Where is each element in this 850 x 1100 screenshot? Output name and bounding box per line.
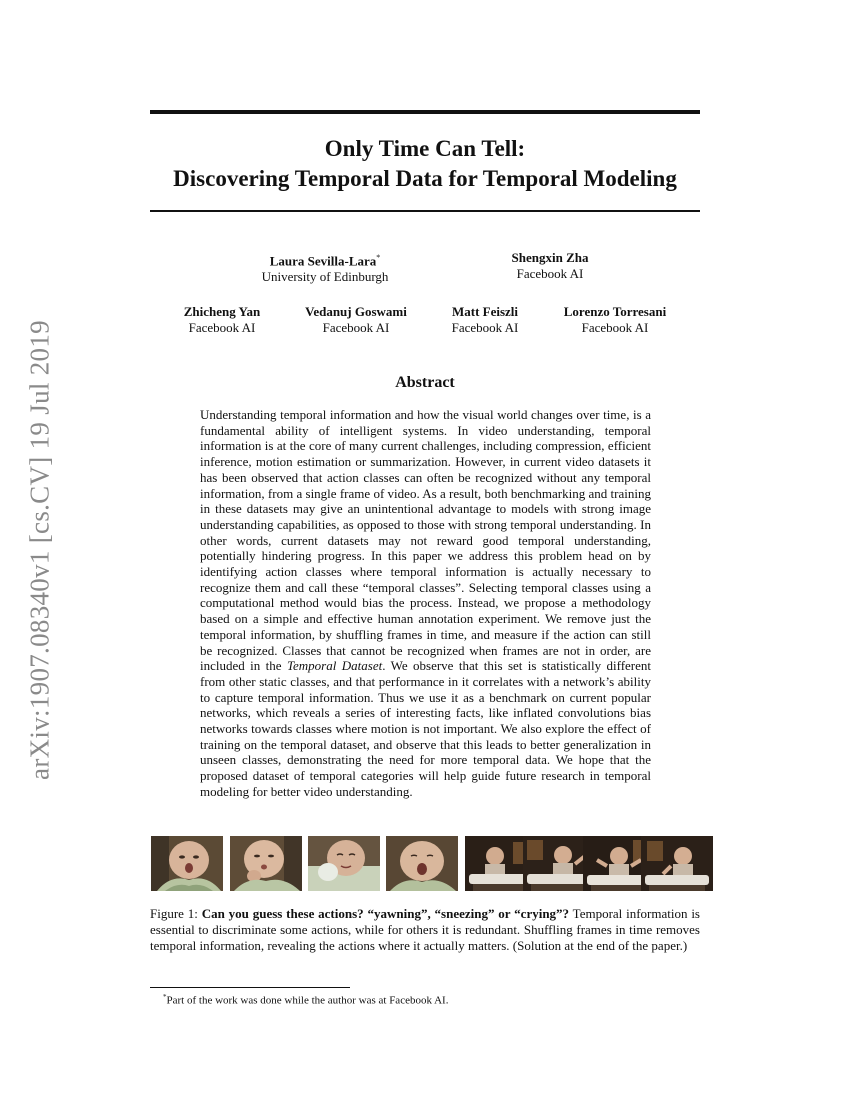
figure-caption xyxy=(150,906,700,954)
footnote-text: Part of the work was done while the author was at Facebook AI. xyxy=(166,994,449,1007)
author-name: Zhicheng Yan xyxy=(183,304,261,319)
author-name: Vedanuj Goswami xyxy=(305,304,407,319)
footnote-rule xyxy=(150,987,350,988)
author-block xyxy=(162,304,282,336)
author-block xyxy=(475,250,625,282)
title-line-1: Only Time Can Tell: xyxy=(324,136,526,161)
figure-label: Figure 1: xyxy=(150,906,202,921)
video-frame-image xyxy=(386,836,458,891)
figure-frame-strip xyxy=(151,836,699,891)
title-line-2: Discovering Temporal Data for Temporal Modeling xyxy=(173,166,677,191)
footnote-marker: * xyxy=(163,993,167,1001)
author-affiliation: University of Edinburgh xyxy=(261,269,389,285)
video-frame-image xyxy=(308,836,380,891)
footnote xyxy=(163,990,448,1008)
figure-caption-text: Temporal information is essential to discriminate some actions, while for others it is redundant. Shuffling frames in time removes temporal information, revealing the actions where it actually matters. (Solution at the end of the paper.) xyxy=(150,906,700,953)
author-name: Laura Sevilla-Lara* xyxy=(269,253,381,269)
abstract-heading: Abstract xyxy=(395,374,455,391)
abstract-italic-term: Temporal Dataset xyxy=(286,658,383,674)
abstract-body: Understanding temporal information and how the visual world changes over time, is a fundamental ability of intelligent systems. In video understanding, temporal information is at the core of many current challenges, including compression, efficient inference, motion estimation or summarization. However, in current video datasets it has been observed that action classes can often be recognized without any temporal information, from a single frame of video. As a result, both benchmarking and training in these datasets may give an unintentional advantage to models with strong image understanding capabilities, as opposed to those with strong temporal understanding. In other words, current datasets may not reward good temporal understanding, potentially hindering progress. In this paper we address this problem head on by identifying action classes where temporal information is actually necessary to recognize them and call these “temporal classes”. Selecting temporal classes using a computational method would bias the process. Instead, we propose a methodology based on a simple and effective human annotation experiment. We remove just the temporal information, by shuffling frames in time, and measure if the action can still be recognized. Classes that cannot be recognized when frames are not in order, are included in the Temporal Dataset. We observe that this set is statistically different from other static classes, and that performance in it correlates with a network’s ability to capture temporal information. Thus we use it as a benchmark on current popular networks, which reveals a series of interesting facts, like inflated convolutions bias networks towards classes where motion is not important. We also explore the effect of training on the temporal dataset, and observe that this leads to better generalization in unseen classes, demonstrating the need for more temporal data. We hope that the proposed dataset of temporal categories will help guide future research in temporal modeling for better video understanding. xyxy=(200,407,652,799)
video-frame-image xyxy=(151,836,223,891)
author-name: Shengxin Zha xyxy=(511,250,589,265)
author-block xyxy=(250,250,400,285)
author-affiliation: Facebook AI xyxy=(581,320,649,335)
author-affiliation: Facebook AI xyxy=(322,320,390,335)
author-affiliation: Facebook AI xyxy=(516,266,584,281)
author-name: Matt Feiszli xyxy=(451,304,519,319)
author-block xyxy=(296,304,416,336)
video-frame-image xyxy=(230,836,302,891)
arxiv-identifier-stamp: arXiv:1907.08340v1 [cs.CV] 19 Jul 2019 xyxy=(24,320,55,780)
author-name: Lorenzo Torresani xyxy=(563,304,667,319)
paper-title xyxy=(150,134,700,194)
author-block xyxy=(425,304,545,336)
title-top-rule xyxy=(150,110,700,114)
video-frame-image xyxy=(641,836,713,891)
author-block xyxy=(550,304,680,336)
author-affiliation: Facebook AI xyxy=(451,320,519,335)
author-affiliation: Facebook AI xyxy=(188,320,256,335)
figure-caption-question: Can you guess these actions? “yawning”, “sneezing” or “crying”? xyxy=(201,906,570,921)
title-bottom-rule xyxy=(150,210,700,212)
